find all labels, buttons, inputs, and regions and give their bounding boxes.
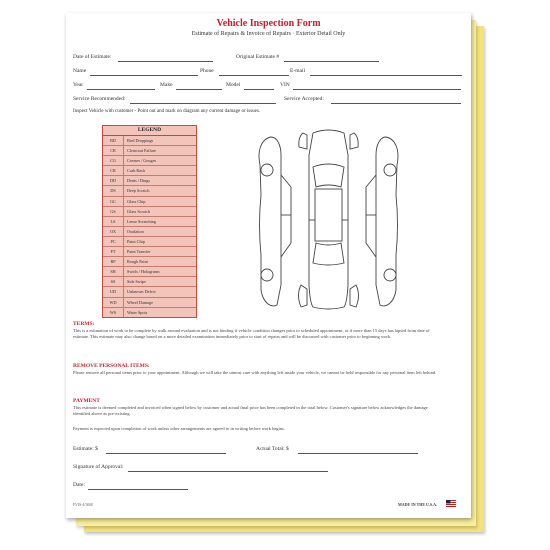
legend-row bbox=[103, 227, 196, 237]
form-title: Vehicle Inspection Form bbox=[216, 18, 321, 29]
legend-code: SS bbox=[103, 277, 124, 286]
make-field[interactable] bbox=[176, 89, 222, 90]
legend-code: DS bbox=[103, 186, 124, 195]
legend-code: DD bbox=[103, 176, 124, 185]
legend-code: BD bbox=[103, 136, 124, 145]
actual-total-field[interactable] bbox=[298, 453, 418, 454]
signature-label: Signature of Approval: bbox=[73, 464, 124, 470]
legend-description: Water Spots bbox=[127, 309, 148, 315]
legend-description: Swirls / Holograms bbox=[127, 269, 160, 275]
us-flag-icon bbox=[446, 500, 456, 507]
personal-items-text: Please remove all personal items prior to your appointment. Although we will take the utmost care with anything left inside your vehicle, we cannot be held responsible for any personal item left behind. bbox=[73, 370, 437, 375]
legend-row bbox=[103, 237, 196, 247]
legend-code: CR bbox=[103, 166, 124, 175]
vin-label: VIN bbox=[280, 82, 290, 88]
estimate-field[interactable] bbox=[106, 453, 226, 454]
car-front-view bbox=[299, 133, 358, 149]
legend-description: Paint Chip bbox=[127, 238, 145, 244]
legend-code: PT bbox=[103, 247, 124, 256]
legend-code: GC bbox=[103, 197, 124, 206]
form-number: FVIS-4/3000 bbox=[73, 503, 94, 507]
estimate-label: Estimate: $ bbox=[73, 446, 98, 452]
legend-code: SH bbox=[103, 267, 124, 276]
legend-description: Paint Transfer bbox=[127, 249, 151, 255]
legend-description: Oxidation bbox=[127, 228, 144, 234]
name-field[interactable] bbox=[90, 75, 198, 76]
legend-code: WD bbox=[103, 298, 124, 307]
legend-description: Clearcoat Failure bbox=[127, 148, 156, 154]
legend-code: CG bbox=[103, 156, 124, 165]
legend-row bbox=[103, 308, 196, 317]
payment-heading: PAYMENT bbox=[73, 398, 100, 404]
legend-code: OX bbox=[103, 227, 124, 236]
legend-row bbox=[103, 156, 196, 166]
car-top-view bbox=[309, 130, 348, 309]
legend-description: Creases / Gouges bbox=[127, 158, 157, 164]
vin-field[interactable] bbox=[293, 89, 461, 90]
name-label: Name bbox=[73, 68, 87, 74]
car-left-side-view bbox=[259, 137, 291, 306]
payment-note: Payment is expected upon completion of work unless other arrangements are agreed to in writing before work begins. bbox=[73, 426, 285, 431]
legend-row bbox=[103, 166, 196, 176]
date-of-estimate-label: Date of Estimate: bbox=[73, 54, 112, 60]
legend-description: Side Swipe bbox=[127, 279, 146, 285]
legend-description: Glass Chip bbox=[127, 198, 146, 204]
terms-heading: TERMS: bbox=[73, 321, 95, 327]
legend-description: Wheel Damage bbox=[127, 299, 153, 305]
legend-row bbox=[103, 277, 196, 287]
legend-row bbox=[103, 136, 196, 146]
damage-legend bbox=[102, 125, 197, 318]
date-field[interactable] bbox=[88, 489, 188, 490]
legend-row bbox=[103, 186, 196, 196]
date-label: Date: bbox=[73, 482, 85, 488]
legend-code: GS bbox=[103, 207, 124, 216]
service-recommended-field[interactable] bbox=[130, 103, 276, 104]
legend-code: WS bbox=[103, 308, 124, 317]
legend-description: Rough Paint bbox=[127, 259, 148, 265]
legend-row bbox=[103, 287, 196, 297]
terms-text: This is a estimation of work to be complete by walk around evaluation and is not binding if vehicle condition changes prior to scheduled appointment, or if more than 15 days has lapsed from date of estimate. This estimate may also change based on a more detailed examination immediately prior to start of repairs and will be discussed with customer prior to beginning work. bbox=[73, 328, 430, 340]
legend-title: LEGEND bbox=[103, 126, 196, 136]
legend-code: CR bbox=[103, 146, 124, 155]
actual-total-label: Actual Total: $ bbox=[256, 446, 289, 452]
legend-row bbox=[103, 217, 196, 227]
service-accepted-field[interactable] bbox=[331, 103, 461, 104]
vehicle-damage-diagram[interactable] bbox=[251, 125, 406, 315]
legend-code: PC bbox=[103, 237, 124, 246]
payment-text: This estimate is deemed completed and invoiced when signed below by customer and actual final price has been completed in the total below. Customer's signature below acknowledges the damage identified above as pre-existing. bbox=[73, 405, 428, 417]
original-estimate-label: Original Estimate # bbox=[236, 54, 280, 60]
inspection-form-sheet bbox=[66, 13, 471, 518]
year-label: Year bbox=[73, 82, 84, 88]
legend-row bbox=[103, 176, 196, 186]
legend-description: Bird Droppings bbox=[127, 138, 154, 143]
phone-field[interactable] bbox=[219, 75, 289, 76]
legend-row bbox=[103, 298, 196, 308]
legend-description: Lense Scratching bbox=[127, 218, 156, 224]
year-field[interactable] bbox=[87, 89, 155, 90]
legend-description: Glass Scratch bbox=[127, 208, 150, 214]
legend-description: Deep Scratch bbox=[127, 188, 150, 194]
legend-code: UD bbox=[103, 287, 124, 296]
personal-items-heading: REMOVE PERSONAL ITEMS: bbox=[73, 363, 150, 369]
form-subtitle: Estimate of Repairs & Invoice of Repairs · Exterior Detail Only bbox=[191, 31, 346, 37]
phone-label: Phone bbox=[200, 68, 214, 74]
car-rear-view bbox=[299, 285, 359, 307]
legend-code: LS bbox=[103, 217, 124, 226]
service-accepted-label: Service Accepted: bbox=[284, 96, 324, 102]
car-right-side-view bbox=[366, 137, 398, 306]
service-recommended-label: Service Recommended: bbox=[73, 96, 126, 102]
legend-row bbox=[103, 197, 196, 207]
legend-description: Dents / Dings bbox=[127, 178, 151, 184]
legend-row bbox=[103, 146, 196, 156]
original-estimate-field[interactable] bbox=[284, 61, 379, 62]
make-label: Make bbox=[160, 82, 173, 88]
model-field[interactable] bbox=[244, 89, 274, 90]
legend-description: Unknown Defect bbox=[127, 289, 156, 295]
legend-row bbox=[103, 257, 196, 267]
made-in-usa: MADE IN THE U.S.A. bbox=[398, 502, 438, 507]
legend-row bbox=[103, 207, 196, 217]
legend-description: Curb Rash bbox=[127, 168, 145, 174]
legend-row bbox=[103, 247, 196, 257]
inspection-instruction: Inspect Vehicle with customer - Point out and mark on diagram any current damage or issues. bbox=[73, 109, 261, 114]
email-label: E-mail bbox=[290, 68, 305, 74]
date-of-estimate-field[interactable] bbox=[118, 61, 213, 62]
legend-row bbox=[103, 267, 196, 277]
model-label: Model bbox=[226, 82, 241, 88]
signature-field[interactable] bbox=[128, 471, 328, 472]
legend-code: RP bbox=[103, 257, 124, 266]
email-field[interactable] bbox=[310, 75, 462, 76]
